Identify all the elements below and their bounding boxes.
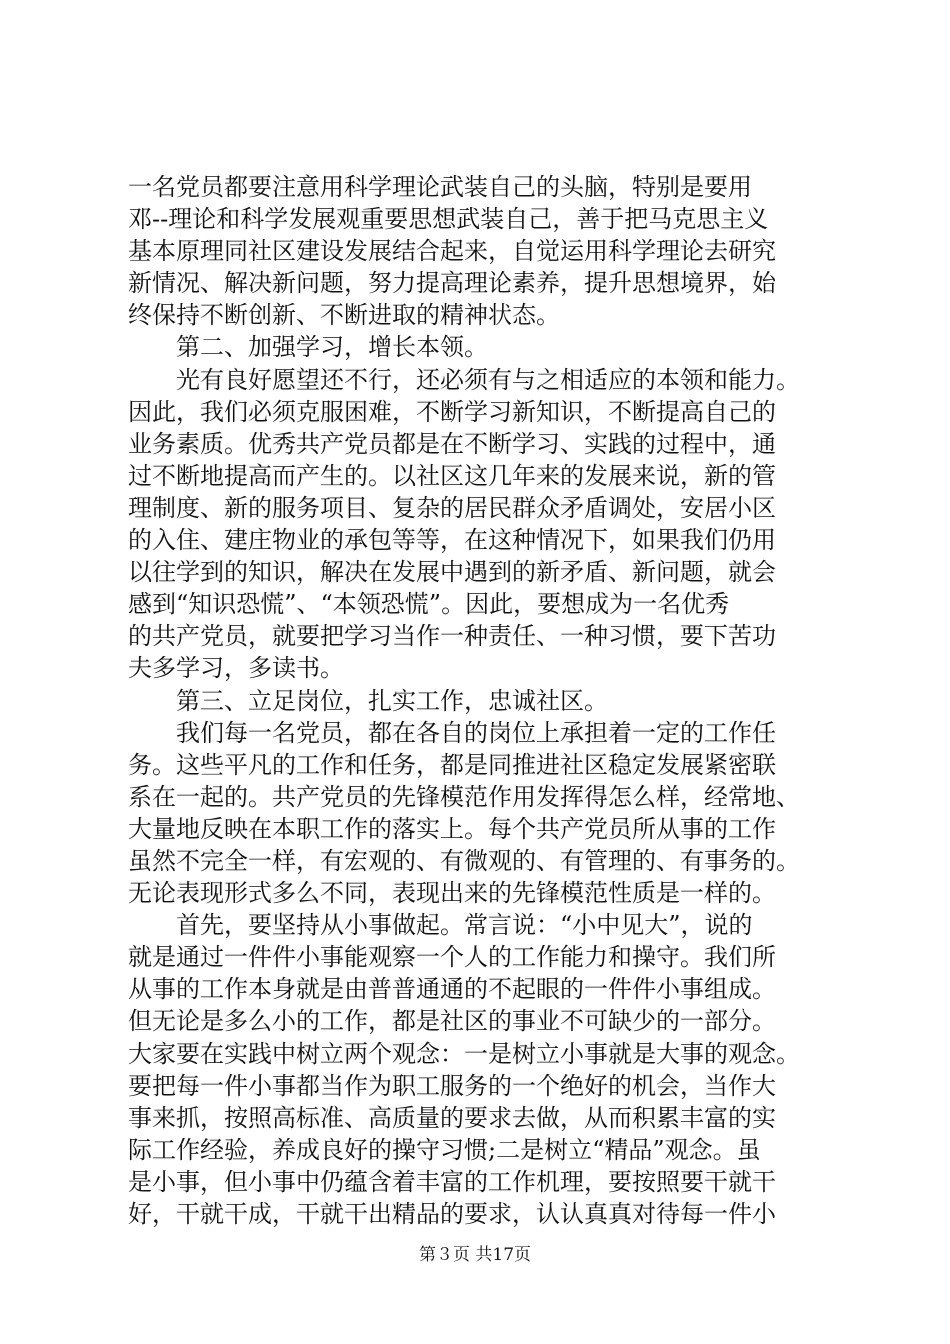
text-line: 大量地反映在本职工作的落实上。每个共产党员所从事的工作	[128, 814, 776, 843]
text-line: 系在一起的。共产党员的先锋模范作用发挥得怎么样，经常地、	[128, 782, 800, 811]
text-line: 首先，要坚持从小事做起。常言说：“小中见大”，说的	[128, 911, 753, 940]
text-line: 从事的工作本身就是由普普通通的不起眼的一件件小事组成。	[128, 975, 776, 1004]
text-line: 一名党员都要注意用科学理论武装自己的头脑，特别是要用	[128, 173, 752, 201]
text-line: 新情况、解决新问题，努力提高理论素养，提升思想境界，始	[128, 269, 776, 298]
text-line: 要把每一件小事都当作为职工服务的一个绝好的机会，当作大	[128, 1071, 776, 1100]
text-line: 邓--理论和科学发展观重要思想武装自己，善于把马克思主义	[128, 205, 769, 234]
text-line: 过不断地提高而产生的。以社区这几年来的发展来说，新的管	[128, 461, 776, 490]
page-number-footer: 第３页 共17页	[418, 1245, 532, 1265]
text-line: 业务素质。优秀共产党员都是在不断学习、实践的过程中，通	[128, 429, 776, 458]
text-line: 因此，我们必须克服困难，不断学习新知识，不断提高自己的	[128, 397, 776, 426]
text-line: 理制度、新的服务项目、复杂的居民群众矛盾调处，安居小区	[128, 493, 776, 522]
text-line: 基本原理同社区建设发展结合起来，自觉运用科学理论去研究	[128, 237, 776, 266]
text-line: 虽然不完全一样，有宏观的、有微观的、有管理的、有事务的。	[128, 846, 800, 875]
text-line: 光有良好愿望还不行，还必须有与之相适应的本领和能力。	[128, 365, 800, 394]
text-line: 好，干就干成，干就干出精品的要求，认认真真对待每一件小	[128, 1200, 776, 1228]
body-text	[128, 171, 848, 1230]
text-line: 但无论是多么小的工作，都是社区的事业不可缺少的一部分。	[128, 1007, 776, 1036]
text-line: 感到“知识恐慌”、“本领恐慌”。因此，要想成为一名优秀	[128, 590, 730, 619]
section-heading: 第三、立足岗位，扎实工作，忠诚社区。	[128, 686, 608, 715]
text-line: 终保持不断创新、不断进取的精神状态。	[128, 301, 560, 330]
text-line: 就是通过一件件小事能观察一个人的工作能力和操守。我们所	[128, 943, 776, 972]
text-line: 际工作经验，养成良好的操守习惯;二是树立“精品”观念。虽	[128, 1135, 761, 1164]
text-line: 我们每一名党员，都在各自的岗位上承担着一定的工作任	[128, 718, 776, 747]
text-line: 务。这些平凡的工作和任务，都是同推进社区稳定发展紧密联	[128, 750, 776, 779]
section-heading: 第二、加强学习，增长本领。	[128, 333, 488, 362]
text-line: 大家要在实践中树立两个观念：一是树立小事就是大事的观念。	[128, 1039, 800, 1068]
text-line: 夫多学习，多读书。	[128, 654, 344, 683]
text-line: 事来抓，按照高标准、高质量的要求去做，从而积累丰富的实	[128, 1103, 776, 1132]
text-line: 的入住、建庄物业的承包等等，在这种情况下，如果我们仍用	[128, 526, 776, 555]
text-line: 以往学到的知识，解决在发展中遇到的新矛盾、新问题，就会	[128, 558, 776, 587]
text-line: 的共产党员，就要把学习当作一种责任、一种习惯，要下苦功	[128, 622, 776, 651]
text-line: 是小事，但小事中仍蕴含着丰富的工作机理，要按照要干就干	[128, 1167, 776, 1196]
text-line: 无论表现形式多么不同，表现出来的先锋模范性质是一样的。	[128, 879, 776, 908]
